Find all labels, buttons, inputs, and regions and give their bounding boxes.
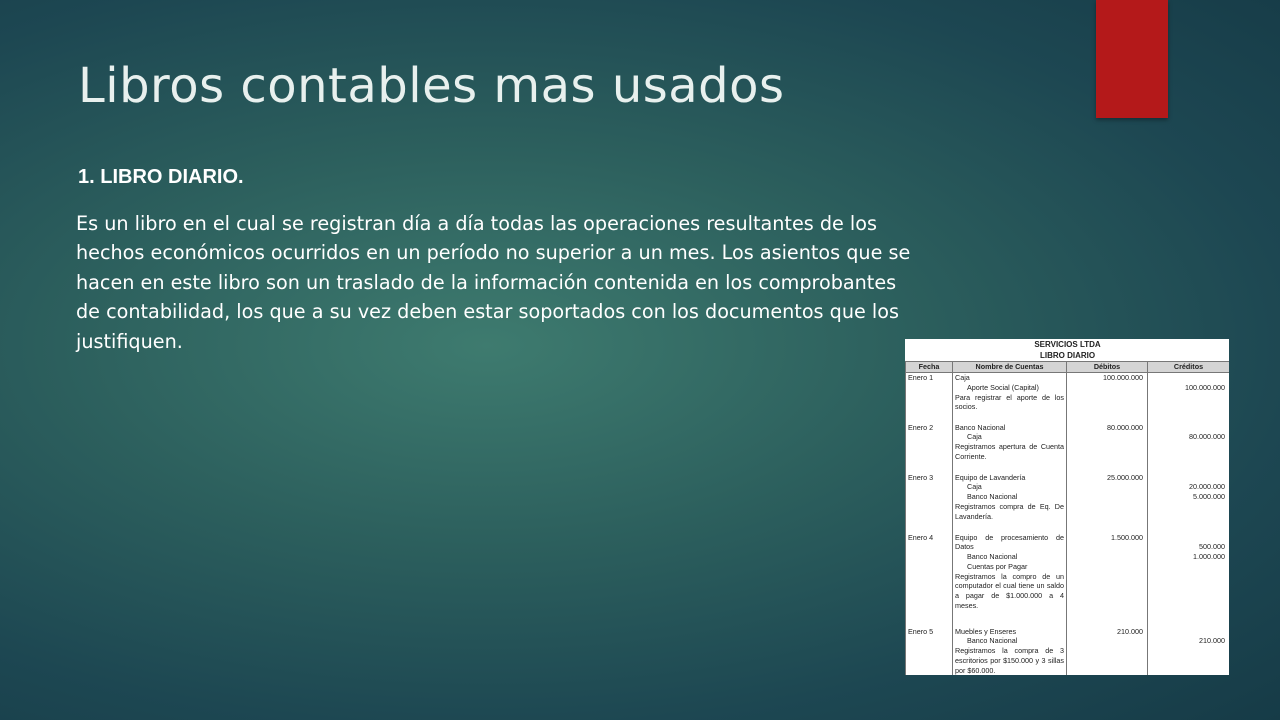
credit-amounts [1148,627,1230,676]
credit-account: Caja [967,432,982,442]
header-debitos: Débitos [1067,362,1148,373]
entry-accounts [953,373,1067,423]
credit-amount: 20.000.000 [1189,482,1226,492]
credit-amount: 210.000 [1199,636,1226,646]
debit-amount: 1.500.000 [1067,533,1148,627]
credit-account: Cuentas por Pagar [967,561,1028,571]
entry-date: Enero 4 [906,533,953,627]
credit-amount: 1.000.000 [1193,552,1226,562]
debit-account: Equipo de procesamiento de Datos [955,532,1064,552]
credit-account: Banco Nacional [967,552,1018,562]
body-paragraph: Es un libro en el cual se registran día a día todas las operaciones resultantes de los hechos económicos ocurridos en un período no superior a un mes. Los asientos que se hacen en este libro son un traslado de la información contenida en los comprobantes de contabilidad, los que a su vez deben estar soportados con los documentos que los justifiquen. [76,212,911,353]
entry-accounts [953,627,1067,676]
debit-account: Equipo de Lavandería [955,472,1026,482]
credit-amounts [1148,473,1230,533]
header-creditos: Créditos [1148,362,1230,373]
debit-account: Caja [955,373,970,382]
slide-title: Libros contables mas usados [78,58,785,114]
ledger-row [906,533,1230,627]
credit-account: Banco Nacional [967,492,1018,502]
ledger-row [906,423,1230,473]
ledger-company: SERVICIOS LTDA [1034,340,1101,349]
credit-amount: 500.000 [1199,542,1226,552]
ledger-row [906,627,1230,676]
entry-description: Registramos compra de Eq. De Lavandería. [955,501,1064,521]
header-fecha: Fecha [906,362,953,373]
debit-amount: 80.000.000 [1067,423,1148,473]
credit-account: Banco Nacional [967,636,1018,646]
credit-amount: 5.000.000 [1193,492,1226,502]
ledger-row [906,473,1230,533]
ledger-image [905,339,1229,675]
entry-date: Enero 5 [906,627,953,676]
entry-description: Registramos la compra de 3 escritorios por $150.000 y 3 sillas por $60.000. [955,646,1064,675]
entry-date: Enero 2 [906,423,953,473]
entry-accounts [953,533,1067,627]
credit-amount: 100.000.000 [1185,382,1226,392]
section-subtitle: 1. LIBRO DIARIO. [78,166,244,188]
credit-account: Aporte Social (Capital) [967,382,1039,392]
entry-description: Registramos la compro de un computador el cual tiene un saldo a pagar de $1.000.000 a 4 meses. [955,571,1064,611]
ledger-row [906,373,1230,423]
credit-account: Caja [967,482,982,492]
header-cuentas: Nombre de Cuentas [953,362,1067,373]
credit-amount: 80.000.000 [1189,432,1226,442]
credit-amounts [1148,373,1230,423]
credit-amounts [1148,423,1230,473]
debit-amount: 100.000.000 [1067,373,1148,423]
debit-amount: 25.000.000 [1067,473,1148,533]
entry-accounts [953,423,1067,473]
entry-date: Enero 3 [906,473,953,533]
entry-accounts [953,473,1067,533]
accent-tab [1096,0,1168,118]
entry-description: Registramos apertura de Cuenta Corriente. [955,442,1064,461]
debit-account: Muebles y Enseres [955,626,1017,636]
entry-description: Para registrar el aporte de los socios. [955,392,1064,412]
ledger-book-title: LIBRO DIARIO [1039,351,1096,360]
debit-amount: 210.000 [1067,627,1148,676]
debit-account: Banco Nacional [955,422,1006,432]
credit-amounts [1148,533,1230,627]
ledger-table [905,339,1229,675]
entry-date: Enero 1 [906,373,953,423]
